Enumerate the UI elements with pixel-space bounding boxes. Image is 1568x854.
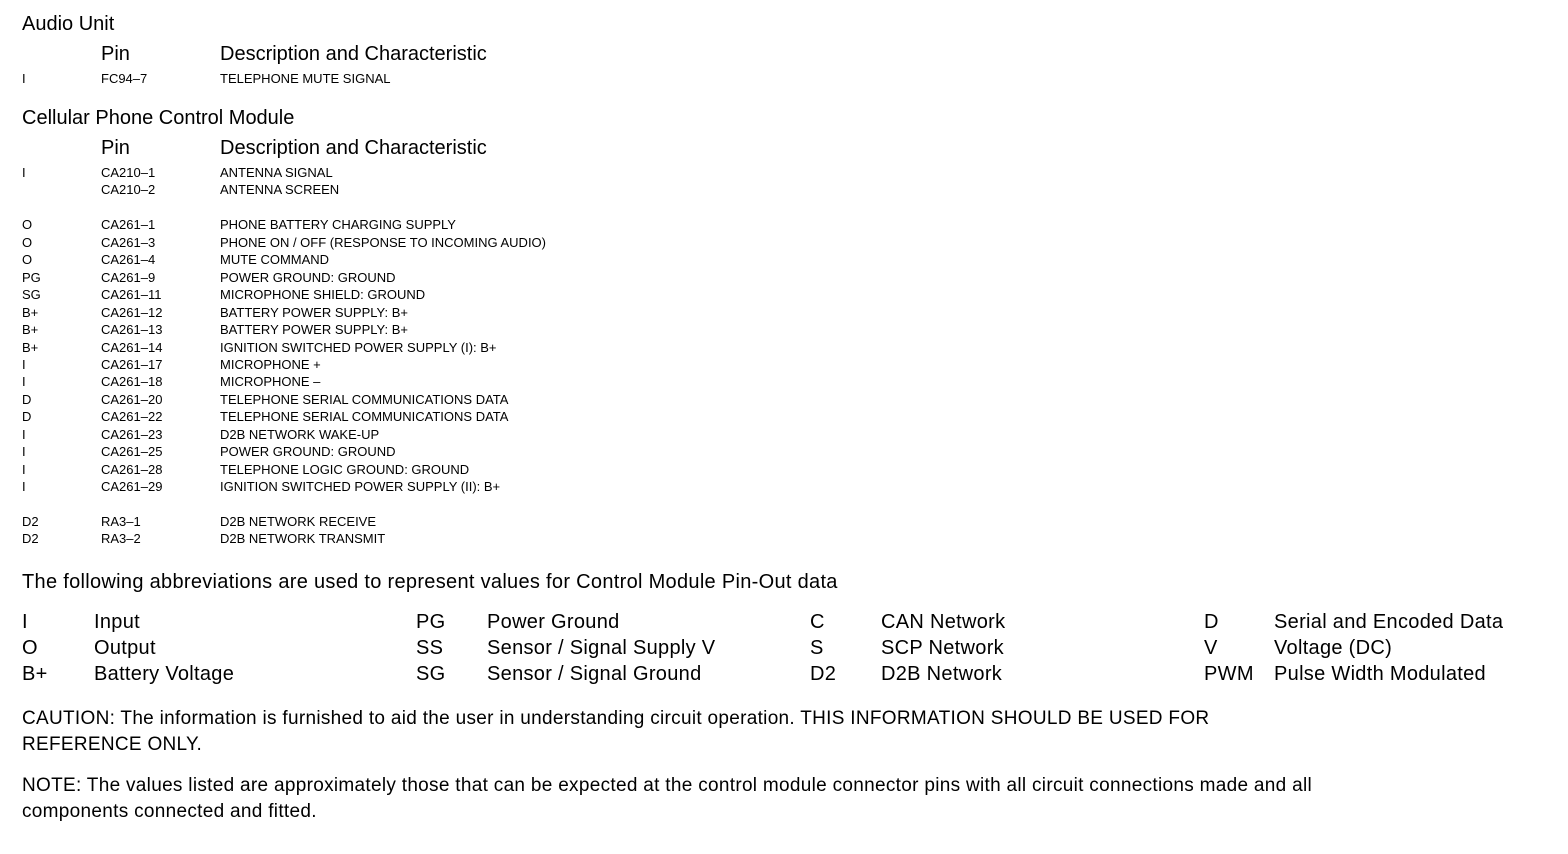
abbr-meaning: Power Ground bbox=[487, 611, 620, 633]
table-row bbox=[0, 513, 800, 530]
pin-description: BATTERY POWER SUPPLY: B+ bbox=[220, 322, 408, 338]
pin-number: CA261–13 bbox=[101, 322, 163, 338]
pin-type-code: I bbox=[22, 461, 26, 477]
abbr-meaning: SCP Network bbox=[881, 637, 1004, 659]
pin-description: PHONE ON / OFF (RESPONSE TO INCOMING AUDIO) bbox=[220, 234, 546, 250]
table-row bbox=[0, 391, 800, 408]
pin-description: IGNITION SWITCHED POWER SUPPLY (I): B+ bbox=[220, 339, 497, 355]
pin-type-code: D bbox=[22, 391, 32, 407]
cellular-module-title: Cellular Phone Control Module bbox=[22, 107, 295, 129]
pin-type-code: I bbox=[22, 444, 26, 460]
pin-description: MICROPHONE + bbox=[220, 356, 321, 372]
table-row bbox=[0, 199, 800, 216]
audio-unit-title: Audio Unit bbox=[22, 13, 115, 35]
pin-number: CA261–20 bbox=[101, 391, 163, 407]
pin-type-code: I bbox=[22, 374, 26, 390]
table-row bbox=[0, 321, 800, 338]
abbr-code: D bbox=[1204, 611, 1219, 633]
pin-type-code: D2 bbox=[22, 531, 39, 547]
pin-type-code: O bbox=[22, 217, 33, 233]
table-row bbox=[0, 461, 800, 478]
pin-type-code: I bbox=[22, 71, 26, 86]
pin-type-code: O bbox=[22, 234, 33, 250]
pin-number: CA261–9 bbox=[101, 269, 156, 285]
pin-type-code: I bbox=[22, 356, 26, 372]
pin-description: D2B NETWORK WAKE-UP bbox=[220, 426, 380, 442]
note-text-line-2: components connected and fitted. bbox=[22, 801, 317, 822]
abbr-code: I bbox=[22, 611, 28, 633]
table-row bbox=[0, 304, 800, 321]
abbr-code: D2 bbox=[810, 663, 837, 685]
pin-number: CA261–23 bbox=[101, 426, 163, 442]
pin-description: TELEPHONE SERIAL COMMUNICATIONS DATA bbox=[220, 391, 509, 407]
table-row bbox=[0, 70, 800, 87]
pin-number: CA210–2 bbox=[101, 182, 156, 198]
pin-description: MICROPHONE SHIELD: GROUND bbox=[220, 287, 426, 303]
table-row bbox=[0, 286, 800, 303]
table-row bbox=[0, 496, 800, 513]
abbr-code: S bbox=[810, 637, 824, 659]
pin-number: CA261–14 bbox=[101, 339, 163, 355]
table-row bbox=[0, 164, 800, 181]
note-text-line-1: NOTE: The values listed are approximately those that can be expected at the control module connector pins with all circuit connections made and all bbox=[22, 775, 1312, 796]
pin-type-code: SG bbox=[22, 287, 41, 303]
pin-description: TELEPHONE MUTE SIGNAL bbox=[220, 71, 391, 86]
abbr-meaning: Pulse Width Modulated bbox=[1274, 663, 1486, 685]
table-row bbox=[0, 443, 800, 460]
pin-number: CA261–25 bbox=[101, 444, 163, 460]
table-row bbox=[0, 356, 800, 373]
table-row bbox=[0, 216, 800, 233]
pin-description: ANTENNA SIGNAL bbox=[220, 165, 333, 180]
pin-number: CA261–18 bbox=[101, 374, 163, 390]
pin-description: D2B NETWORK RECEIVE bbox=[220, 514, 377, 529]
table-row bbox=[0, 373, 800, 390]
cellular-pin-header: Pin bbox=[101, 137, 130, 159]
abbr-meaning: Serial and Encoded Data bbox=[1274, 611, 1504, 633]
pin-description: TELEPHONE LOGIC GROUND: GROUND bbox=[220, 461, 470, 477]
pin-description: MUTE COMMAND bbox=[220, 252, 330, 268]
pin-number: CA261–12 bbox=[101, 304, 163, 320]
table-row bbox=[0, 408, 800, 425]
pin-description: PHONE BATTERY CHARGING SUPPLY bbox=[220, 217, 456, 233]
pin-type-code: D2 bbox=[22, 514, 39, 529]
table-row bbox=[0, 530, 800, 547]
table-row bbox=[0, 426, 800, 443]
pin-number: CA261–22 bbox=[101, 409, 163, 425]
pin-number: CA261–17 bbox=[101, 356, 163, 372]
table-row bbox=[0, 269, 800, 286]
pin-type-code: I bbox=[22, 479, 26, 495]
table-row bbox=[0, 181, 800, 198]
abbreviations-heading: The following abbreviations are used to represent values for Control Module Pin-Out data bbox=[22, 571, 838, 593]
abbr-meaning: Output bbox=[94, 637, 156, 659]
pin-number: CA210–1 bbox=[101, 165, 156, 180]
pin-number: FC94–7 bbox=[101, 71, 148, 86]
table-row bbox=[0, 339, 800, 356]
pin-number: CA261–4 bbox=[101, 252, 156, 268]
abbr-meaning: Voltage (DC) bbox=[1274, 637, 1393, 659]
table-row bbox=[0, 251, 800, 268]
table-row bbox=[0, 234, 800, 251]
abbr-meaning: Sensor / Signal Supply V bbox=[487, 637, 716, 659]
pin-type-code: D bbox=[22, 409, 32, 425]
pin-number: CA261–11 bbox=[101, 287, 162, 303]
pin-description: TELEPHONE SERIAL COMMUNICATIONS DATA bbox=[220, 409, 509, 425]
pin-number: CA261–3 bbox=[101, 234, 156, 250]
pin-type-code: PG bbox=[22, 269, 41, 285]
pin-type-code: B+ bbox=[22, 339, 39, 355]
abbr-meaning: Battery Voltage bbox=[94, 663, 235, 685]
abbr-code: O bbox=[22, 637, 38, 659]
abbr-code: B+ bbox=[22, 663, 48, 685]
pin-number: CA261–1 bbox=[101, 217, 156, 233]
abbr-code: PWM bbox=[1204, 663, 1254, 685]
table-row bbox=[0, 478, 800, 495]
pin-number: RA3–2 bbox=[101, 531, 141, 547]
caution-text-line-2: REFERENCE ONLY. bbox=[22, 734, 203, 755]
abbr-meaning: Sensor / Signal Ground bbox=[487, 663, 702, 685]
pin-number: RA3–1 bbox=[101, 514, 141, 529]
abbr-code: SS bbox=[416, 637, 444, 659]
pin-type-code: O bbox=[22, 252, 33, 268]
cellular-desc-header: Description and Characteristic bbox=[220, 137, 487, 159]
pin-description: IGNITION SWITCHED POWER SUPPLY (II): B+ bbox=[220, 479, 501, 495]
abbr-meaning: D2B Network bbox=[881, 663, 1003, 685]
pin-description: BATTERY POWER SUPPLY: B+ bbox=[220, 304, 408, 320]
abbr-code: C bbox=[810, 611, 825, 633]
caution-text-line-1: CAUTION: The information is furnished to aid the user in understanding circuit operation. THIS INFORMATION SHOULD BE USED FOR bbox=[22, 708, 1210, 729]
pin-number: CA261–29 bbox=[101, 479, 163, 495]
abbr-meaning: Input bbox=[94, 611, 140, 633]
pin-type-code: B+ bbox=[22, 304, 39, 320]
pin-type-code: I bbox=[22, 165, 26, 180]
pin-description: ANTENNA SCREEN bbox=[220, 182, 340, 198]
pin-type-code: I bbox=[22, 426, 26, 442]
pin-description: D2B NETWORK TRANSMIT bbox=[220, 531, 386, 547]
abbr-meaning: CAN Network bbox=[881, 611, 1006, 633]
pin-description: POWER GROUND: GROUND bbox=[220, 444, 396, 460]
abbr-code: V bbox=[1204, 637, 1218, 659]
abbr-code: SG bbox=[416, 663, 446, 685]
pin-description: POWER GROUND: GROUND bbox=[220, 269, 396, 285]
pin-type-code: B+ bbox=[22, 322, 39, 338]
audio-unit-pin-header: Pin bbox=[101, 43, 130, 65]
pin-number: CA261–28 bbox=[101, 461, 163, 477]
pin-description: MICROPHONE – bbox=[220, 374, 321, 390]
abbr-code: PG bbox=[416, 611, 446, 633]
audio-unit-desc-header: Description and Characteristic bbox=[220, 43, 487, 65]
